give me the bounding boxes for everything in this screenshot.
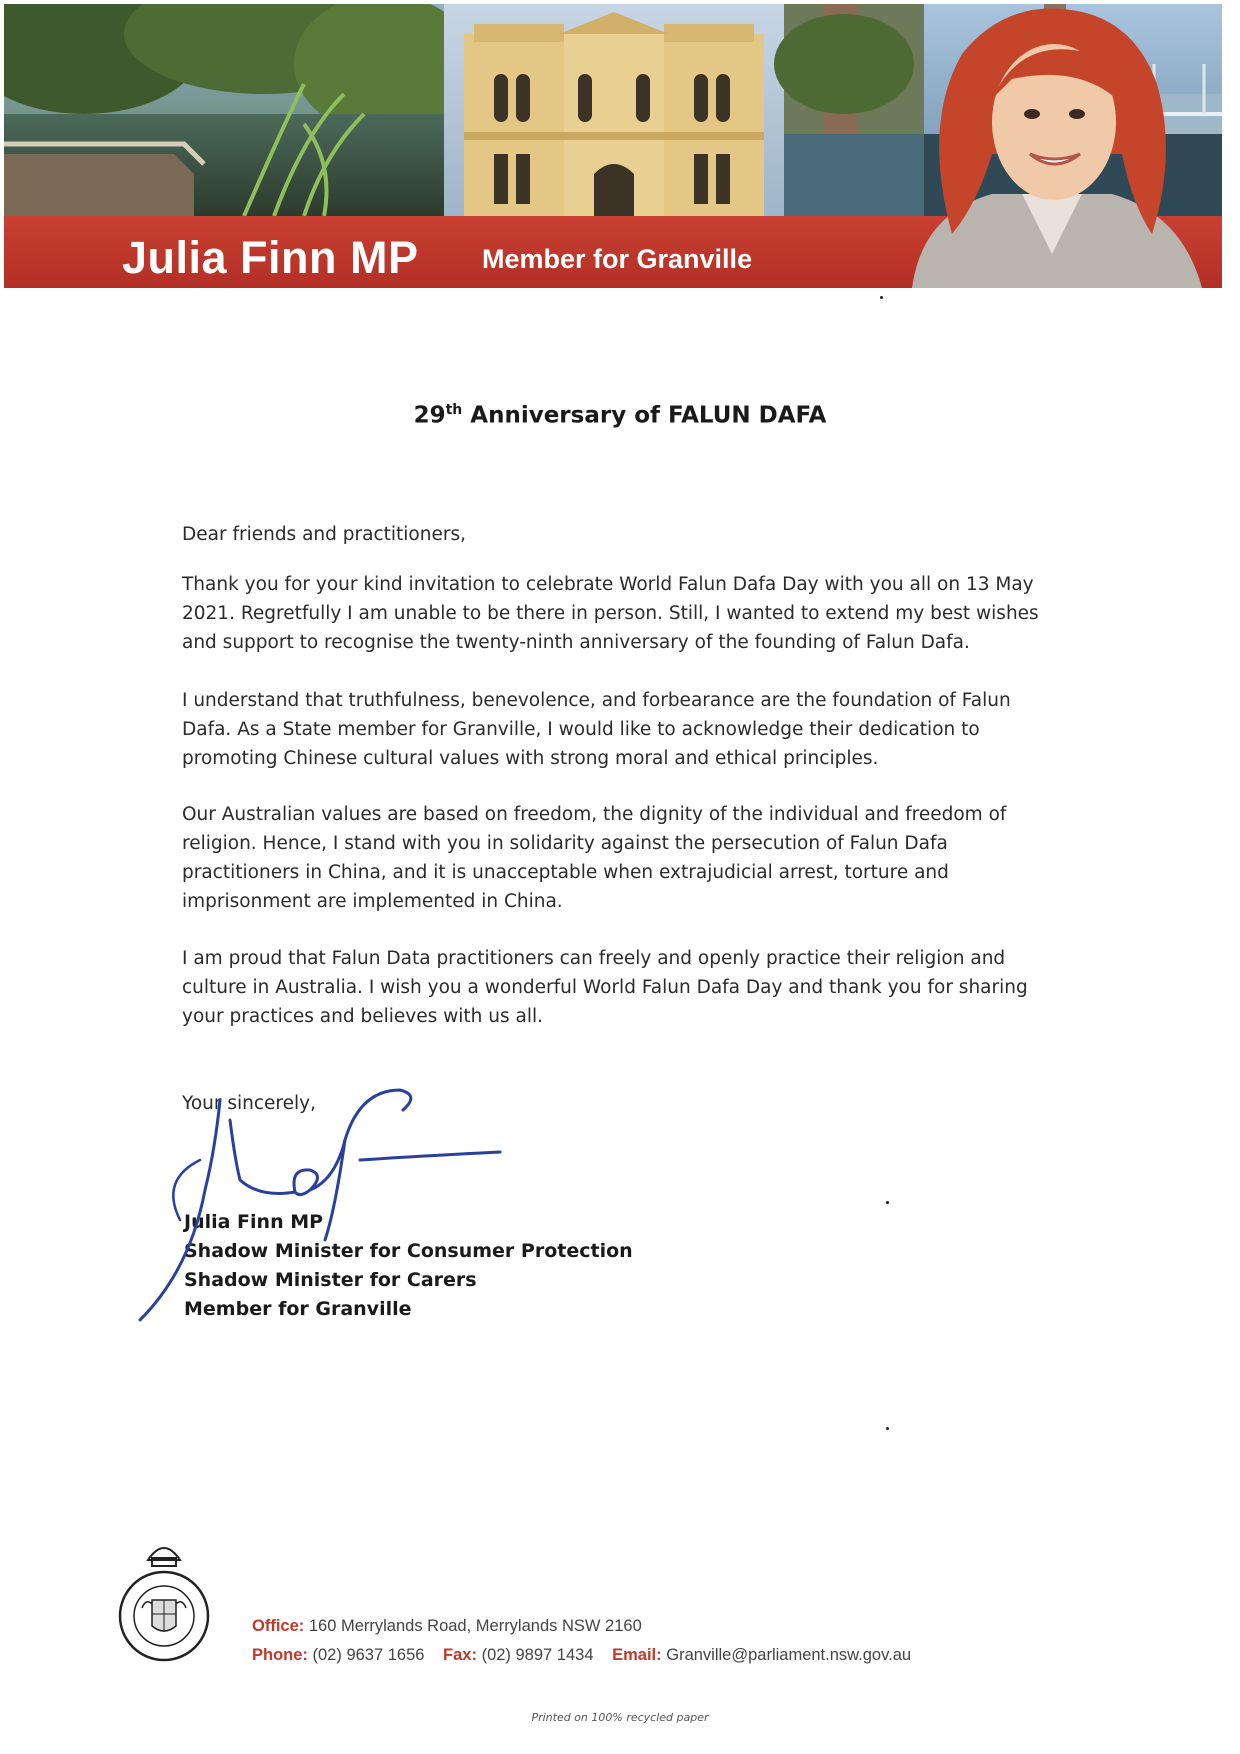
signatory-role-1: Shadow Minister for Consumer Protection xyxy=(184,1240,633,1262)
fax-number: (02) 9897 1434 xyxy=(481,1646,594,1664)
recycled-paper-note: Printed on 100% recycled paper xyxy=(531,1711,709,1724)
signatory-role-2: Shadow Minister for Carers xyxy=(184,1269,477,1291)
office-line xyxy=(252,1612,911,1641)
mp-name-heading: Julia Finn MP xyxy=(122,232,419,283)
email-address[interactable]: Granville@parliament.nsw.gov.au xyxy=(666,1646,912,1664)
contact-footer xyxy=(252,1612,911,1670)
scan-speck xyxy=(886,1427,889,1430)
parliament-crest-icon xyxy=(112,1538,216,1662)
handwritten-signature xyxy=(120,1080,520,1330)
scan-speck xyxy=(880,296,883,299)
scan-speck xyxy=(886,1201,889,1204)
phone-label: Phone: xyxy=(252,1646,308,1664)
mp-portrait xyxy=(882,4,1222,288)
paragraph-2: I understand that truthfulness, benevolence, and forbearance are the foundation of Falun Dafa. As a State member for Granville, I would like to acknowledge their dedication to promoting Chinese cultural values with strong moral and ethical principles. xyxy=(182,690,1011,769)
signatory-role-3: Member for Granville xyxy=(184,1298,412,1320)
letter-title: 29th Anniversary of FALUN DAFA xyxy=(413,402,827,429)
fax-label: Fax: xyxy=(443,1646,477,1664)
office-address: 160 Merrylands Road, Merrylands NSW 2160 xyxy=(308,1617,642,1635)
email-label: Email: xyxy=(612,1646,662,1664)
closing: Your sincerely, xyxy=(182,1093,316,1114)
contact-line xyxy=(252,1641,911,1670)
signatory-name: Julia Finn MP xyxy=(184,1211,324,1233)
salutation: Dear friends and practitioners, xyxy=(182,524,466,545)
constituency-heading: Member for Granville xyxy=(482,244,753,274)
office-label: Office: xyxy=(252,1617,305,1635)
paragraph-3: Our Australian values are based on freedom, the dignity of the individual and freedom of religion. Hence, I stand with you in solidarity against the persecution of Falun Dafa practitioners in China, and it is unacceptable when extrajudicial arrest, torture and imprisonment are implemented in China. xyxy=(182,804,1007,912)
paragraph-4: I am proud that Falun Data practitioners can freely and openly practice their religion and culture in Australia. I wish you a wonderful World Falun Dafa Day and thank you for sharing your practices and believes with us all. xyxy=(182,948,1028,1027)
phone-number: (02) 9637 1656 xyxy=(312,1646,425,1664)
paragraph-1: Thank you for your kind invitation to celebrate World Falun Dafa Day with you all on 13 May 2021. Regretfully I am unable to be there in person. Still, I wanted to extend my best wishes and support to recognise the twenty-ninth anniversary of the founding of Falun Dafa. xyxy=(182,574,1039,653)
